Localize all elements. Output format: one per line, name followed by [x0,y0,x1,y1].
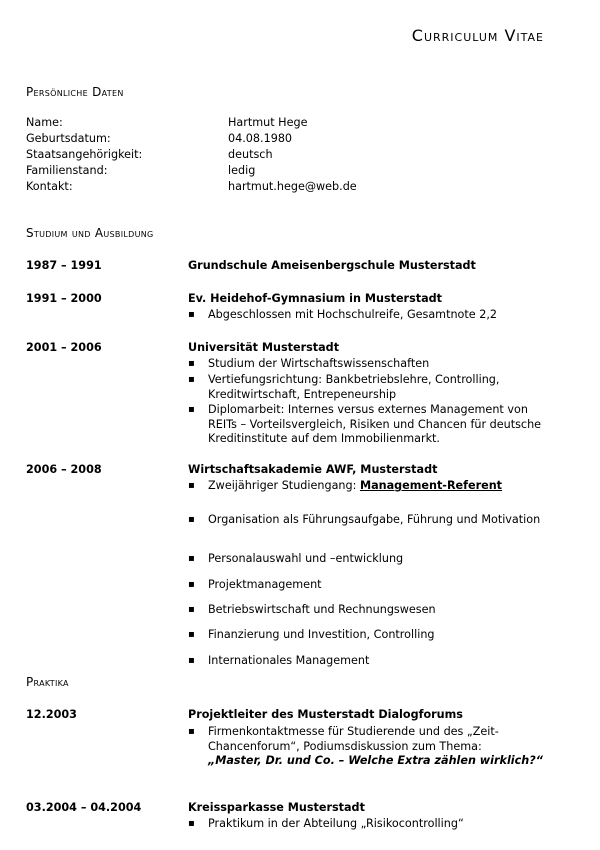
bullet-icon: ▪ [188,514,195,525]
bullet-icon: ▪ [188,629,195,640]
entry-title: Grundschule Ameisenbergschule Musterstadt [188,259,476,272]
personal-value: Hartmut Hege [228,116,308,129]
bullet-item: ▪ Zweijähriger Studiengang: Management-Referent [188,479,503,492]
bullet-icon: ▪ [188,480,195,491]
bullet-icon: ▪ [188,553,195,564]
personal-row [26,164,586,180]
bullet-item: ▪ Firmenkontaktmesse für Studierende und des „Zeit-Chancenforum“, Podiumsdiskussion zum Thema: „Master, Dr. und Co. – Welche Extra zählen wirklich?“ [188,725,548,769]
section-heading-praktika: Praktika [26,675,69,689]
personal-row [26,180,586,196]
discussion-topic: „Master, Dr. und Co. – Welche Extra zählen wirklich?“ [208,754,543,767]
bullet-icon: ▪ [188,726,195,737]
bullet-icon: ▪ [188,358,195,369]
personal-label: Name: [26,116,63,129]
personal-row [26,148,586,164]
bullet-item: ▪ Praktikum in der Abteilung „Risikocontrolling“ [188,817,464,830]
bullet-icon: ▪ [188,309,195,320]
contact-email[interactable]: hartmut.hege@web.de [228,180,357,193]
personal-label: Geburtsdatum: [26,132,111,145]
personal-row [26,116,586,132]
personal-value: 04.08.1980 [228,132,293,145]
bullet-icon: ▪ [188,655,195,666]
section-heading-education: Studium und Ausbildung [26,226,154,240]
bullet-icon: ▪ [188,374,195,385]
entry-date: 2006 – 2008 [26,463,102,476]
entry-title: Kreissparkasse Musterstadt [188,801,365,814]
bullet-item: ▪ Studium der Wirtschaftswissenschaften [188,357,430,370]
personal-value: ledig [228,164,256,177]
program-name: Management-Referent [359,479,503,492]
personal-label: Kontakt: [26,180,73,193]
entry-title: Wirtschaftsakademie AWF, Musterstadt [188,463,438,476]
entry-date: 1991 – 2000 [26,292,102,305]
entry-date: 1987 – 1991 [26,259,102,272]
personal-label: Staatsangehörigkeit: [26,148,143,161]
bullet-icon: ▪ [188,818,195,829]
document-title: Curriculum Vitae [411,26,544,45]
personal-value: deutsch [228,148,273,161]
bullet-item: ▪ Diplomarbeit: Internes versus externes Management von REITs – Vorteilsvergleich, Risiken und Chancen für deutsche Kreditinstitute auf dem Immobilienmarkt. [188,403,542,445]
bullet-icon: ▪ [188,604,195,615]
bullet-icon: ▪ [188,579,195,590]
bullet-item: ▪ Organisation als Führungsaufgabe, Führung und Motivation [188,513,541,526]
bullet-item: ▪ Personalauswahl und –entwicklung [188,552,404,565]
bullet-item: ▪ Projektmanagement [188,578,322,591]
bullet-item: ▪ Abgeschlossen mit Hochschulreife, Gesamtnote 2,2 [188,308,498,321]
bullet-item: ▪ Betriebswirtschaft und Rechnungswesen [188,603,436,616]
personal-row [26,132,586,148]
section-heading-personal: Persönliche Daten [26,85,124,99]
bullet-item: ▪ Internationales Management [188,654,370,667]
entry-title: Ev. Heidehof-Gymnasium in Musterstadt [188,292,442,305]
entry-title: Projektleiter des Musterstadt Dialogforums [188,708,463,721]
bullet-item: ▪ Finanzierung und Investition, Controlling [188,628,435,641]
bullet-icon: ▪ [188,404,195,415]
entry-title: Universität Musterstadt [188,341,340,354]
personal-label: Familienstand: [26,164,108,177]
bullet-item: ▪ Vertiefungsrichtung: Bankbetriebslehre, Controlling, Kreditwirtschaft, Entrepeneurship [188,373,500,401]
entry-date: 12.2003 [26,708,77,721]
entry-date: 03.2004 – 04.2004 [26,801,142,814]
entry-date: 2001 – 2006 [26,341,102,354]
